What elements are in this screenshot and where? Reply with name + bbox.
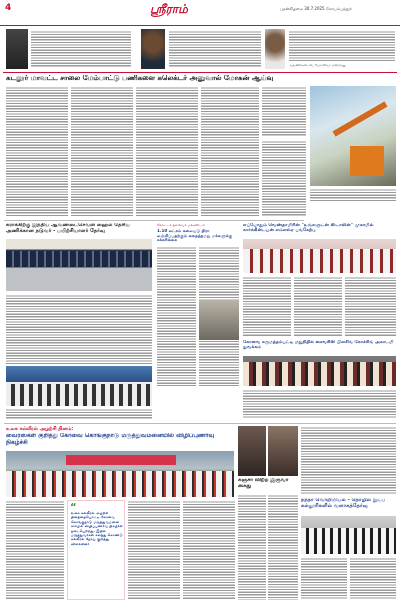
train-story-headline: சுராக்கிற்கு இந்திய ஆவண்டைசெவன் ஹைல் தேசிய அணிக்கான நடுவர் - பயிற்சியாளர் தேர்வு	[6, 223, 130, 234]
training-people	[301, 528, 396, 554]
profile-photo-mid	[141, 29, 165, 69]
divider-2	[4, 423, 396, 424]
training-photo	[301, 516, 396, 554]
lead-headline: கடலூர் மாவட்ட சாலை மேம்பாட்டு பணிகளை கலெக்டர் அனுவால் மோகன் ஆய்வு	[6, 75, 274, 82]
dharma-photo	[199, 300, 239, 340]
hepatitis-body-col3	[128, 500, 180, 600]
festival-body-col2	[294, 276, 342, 336]
train-event-caption	[6, 408, 152, 420]
crane-body	[350, 146, 384, 176]
training-body-col2	[350, 557, 396, 600]
pull-quote-box	[67, 500, 125, 600]
top-strip	[3, 27, 397, 73]
training-headline: நந்தா வொறியியல் - தொழில் நுட்ப கல்லூரிகளில் வளாகத்தேர்வு	[301, 498, 386, 509]
arrest-headline: கஞ்சா விற்ற இருவர் கைது	[238, 478, 289, 489]
train-group-photo	[6, 239, 152, 291]
arrest-photo-2	[268, 426, 298, 476]
training-body-col1	[301, 557, 347, 600]
college-people	[243, 362, 396, 386]
lead-body-col5	[262, 86, 306, 136]
divider-1	[4, 220, 304, 221]
train-story-body	[6, 294, 152, 364]
hepatitis-kicker: உலக கல்லீரல் அழற்சி தினம்:	[6, 426, 74, 432]
festival-headline: எப்போதும் வெண்தாமிரின் "உங்களுடன் ஸ்டாலின்" முகாமில் கார்க்கின்டயன் எம்எல்ஏ பங்கேற்பு	[243, 223, 374, 234]
train-event-photo	[6, 366, 152, 406]
hepatitis-crowd	[6, 471, 234, 497]
group-people	[6, 251, 152, 267]
festival-people	[243, 249, 396, 273]
profile-photo-left	[6, 29, 28, 69]
hepatitis-body-col1	[6, 500, 64, 600]
crane-arm	[333, 101, 388, 136]
dharma-body-col1	[157, 246, 196, 386]
lead-photo-crane	[310, 86, 396, 186]
college-body	[243, 389, 396, 419]
profile-photo-right	[265, 29, 285, 69]
hepatitis-banner	[66, 455, 176, 465]
profile-text-mid	[169, 30, 261, 68]
lead-body-col6	[262, 140, 306, 216]
lead-body-col4	[201, 86, 259, 216]
hepatitis-body-col4	[183, 500, 235, 600]
dharma-kicker: கோட்டச் தலைவர் மக்களிடம்	[157, 223, 205, 227]
arrest-body-col2	[268, 494, 298, 600]
paper-name: ஸ்ரீராம்	[150, 2, 188, 16]
profile-text-left	[31, 30, 131, 68]
festival-body-col1	[243, 276, 291, 336]
page-header	[0, 0, 400, 26]
date-line: புதன்கிழமை 30.7.2025 கோயம்புத்தூர்	[280, 6, 352, 11]
arrest-photo	[238, 426, 266, 476]
page-number: 4	[5, 3, 12, 13]
lead-body-col1	[6, 86, 68, 216]
hepatitis-headline: வைரஸ்கள் குறித்து கோவை கொங்குநாடு மருத்துவமனையில் விழிப்புணர்வு நிகழ்ச்சி	[6, 433, 215, 446]
college-headline: கோவை கருமத்தம்பட்டி மதுநிதில் சைவசிஸ் பிளசிங் கோச்சிங் அகாடமி துவக்கம்	[243, 340, 394, 351]
festival-body-col3	[345, 276, 396, 336]
lead-body-col3	[136, 86, 198, 216]
festival-photo	[243, 239, 396, 273]
hepatitis-photo	[6, 451, 234, 497]
college-photo	[243, 356, 396, 386]
profile-caption: ஆவணிக்கடைசிப் பேராசிரியர் மறைந்தது	[289, 64, 346, 67]
arrest-body-col1	[238, 494, 266, 600]
pull-quote-text: உலக கல்லீரல் அழற்சி தினத்தையொட்டி கோவை கொங்குநாடு மருத்துவமனை சார்பில் விழிப்புணர்வு நிகழ்ச்சி நடைபெற்றது. இதில் மருத்துவர்கள் கலந்து கொண்டு கல்லீரல் நோய் குறித்து விளக்கினர்	[71, 511, 123, 546]
quote-icon: “	[70, 502, 77, 513]
lead-body-col2	[71, 86, 133, 216]
college-side-col	[301, 426, 396, 494]
event-people	[6, 384, 152, 406]
profile-text-right	[289, 30, 395, 62]
dharma-headline: 1.10 லட்சம் கலையடு திரா லஞ்சிப்பதற்கும் கதைத்தமது மக்களுக்கு சக்கரிக்கை	[157, 229, 233, 243]
lead-photo-caption	[310, 188, 396, 202]
